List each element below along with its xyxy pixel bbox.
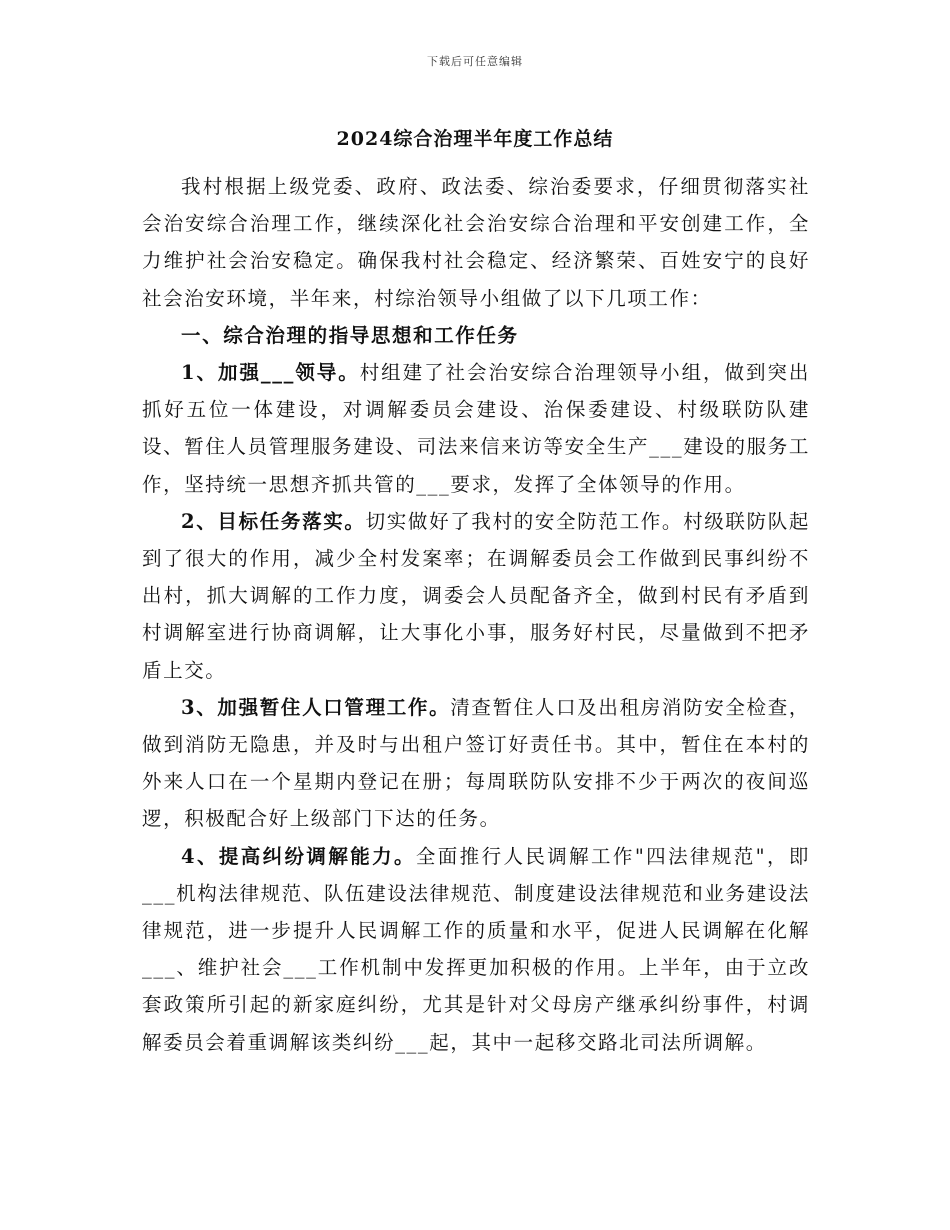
item-paragraph-3 xyxy=(142,689,810,838)
item-text-2: 切实做好了我村的安全防范工作。村级联防队起到了很大的作用，减少全村发案率；在调解委员会工作做到民事纠纷不出村，抓大调解的工作力度，调委会人员配备齐全，做到村民有矛盾到村调解室进行协商调解，让大事化小事，服务好村民，尽量做到不把矛盾上交。 xyxy=(142,509,811,682)
item-paragraph-4 xyxy=(142,838,810,1061)
section-heading: 一、综合治理的指导思想和工作任务 xyxy=(181,323,519,347)
document-body xyxy=(142,168,810,1061)
item-paragraph-1 xyxy=(142,354,810,503)
item-paragraph-2 xyxy=(142,503,810,689)
item-text-4: 全面推行人民调解工作"四法律规范"，即___机构法律规范、队伍建设法律规范、制度建设法律规范和业务建设法律规范，进一步提升人民调解工作的质量和水平，促进人民调解在化解___、维护社会___工作机制中发挥更加积极的作用。上半年，由于立改套政策所引起的新家庭纠纷，尤其是针对父母房产继承纠纷事件，村调解委员会着重调解该类纠纷___起，其中一起移交路北司法所调解。 xyxy=(142,844,810,1054)
item-text-1: 村组建了社会治安综合治理领导小组，做到突出抓好五位一体建设，对调解委员会建设、治保委建设、村级联防队建设、暂住人员管理服务建设、司法来信来访等安全生产___建设的服务工作，坚持统一思想齐抓共管的___要求，发挥了全体领导的作用。 xyxy=(142,361,810,496)
item-lead-4: 4、提高纠纷调解能力。 xyxy=(181,844,416,868)
item-text-3: 清查暂住人口及出租房消防安全检查，做到消防无隐患，并及时与出租户签订好责任书。其中，暂住在本村的外来人口在一个星期内登记在册；每周联防队安排不少于两次的夜间巡逻，积极配合好上级部门下达的任务。 xyxy=(142,695,810,831)
item-lead-3: 3、加强暂住人口管理工作。 xyxy=(181,695,451,719)
intro-paragraph: 我村根据上级党委、政府、政法委、综治委要求，仔细贯彻落实社会治安综合治理工作，继续深化社会治安综合治理和平安创建工作，全力维护社会治安稳定。确保我村社会稳定、经济繁荣、百姓安宁的良好社会治安环境，半年来，村综治领导小组做了以下几项工作： xyxy=(142,175,810,310)
item-lead-1: 1、加强___领导。 xyxy=(181,361,360,385)
document-title: 2024综合治理半年度工作总结 xyxy=(336,128,614,150)
item-lead-2: 2、目标任务落实。 xyxy=(181,509,366,533)
header-note: 下载后可任意编辑 xyxy=(427,55,523,68)
